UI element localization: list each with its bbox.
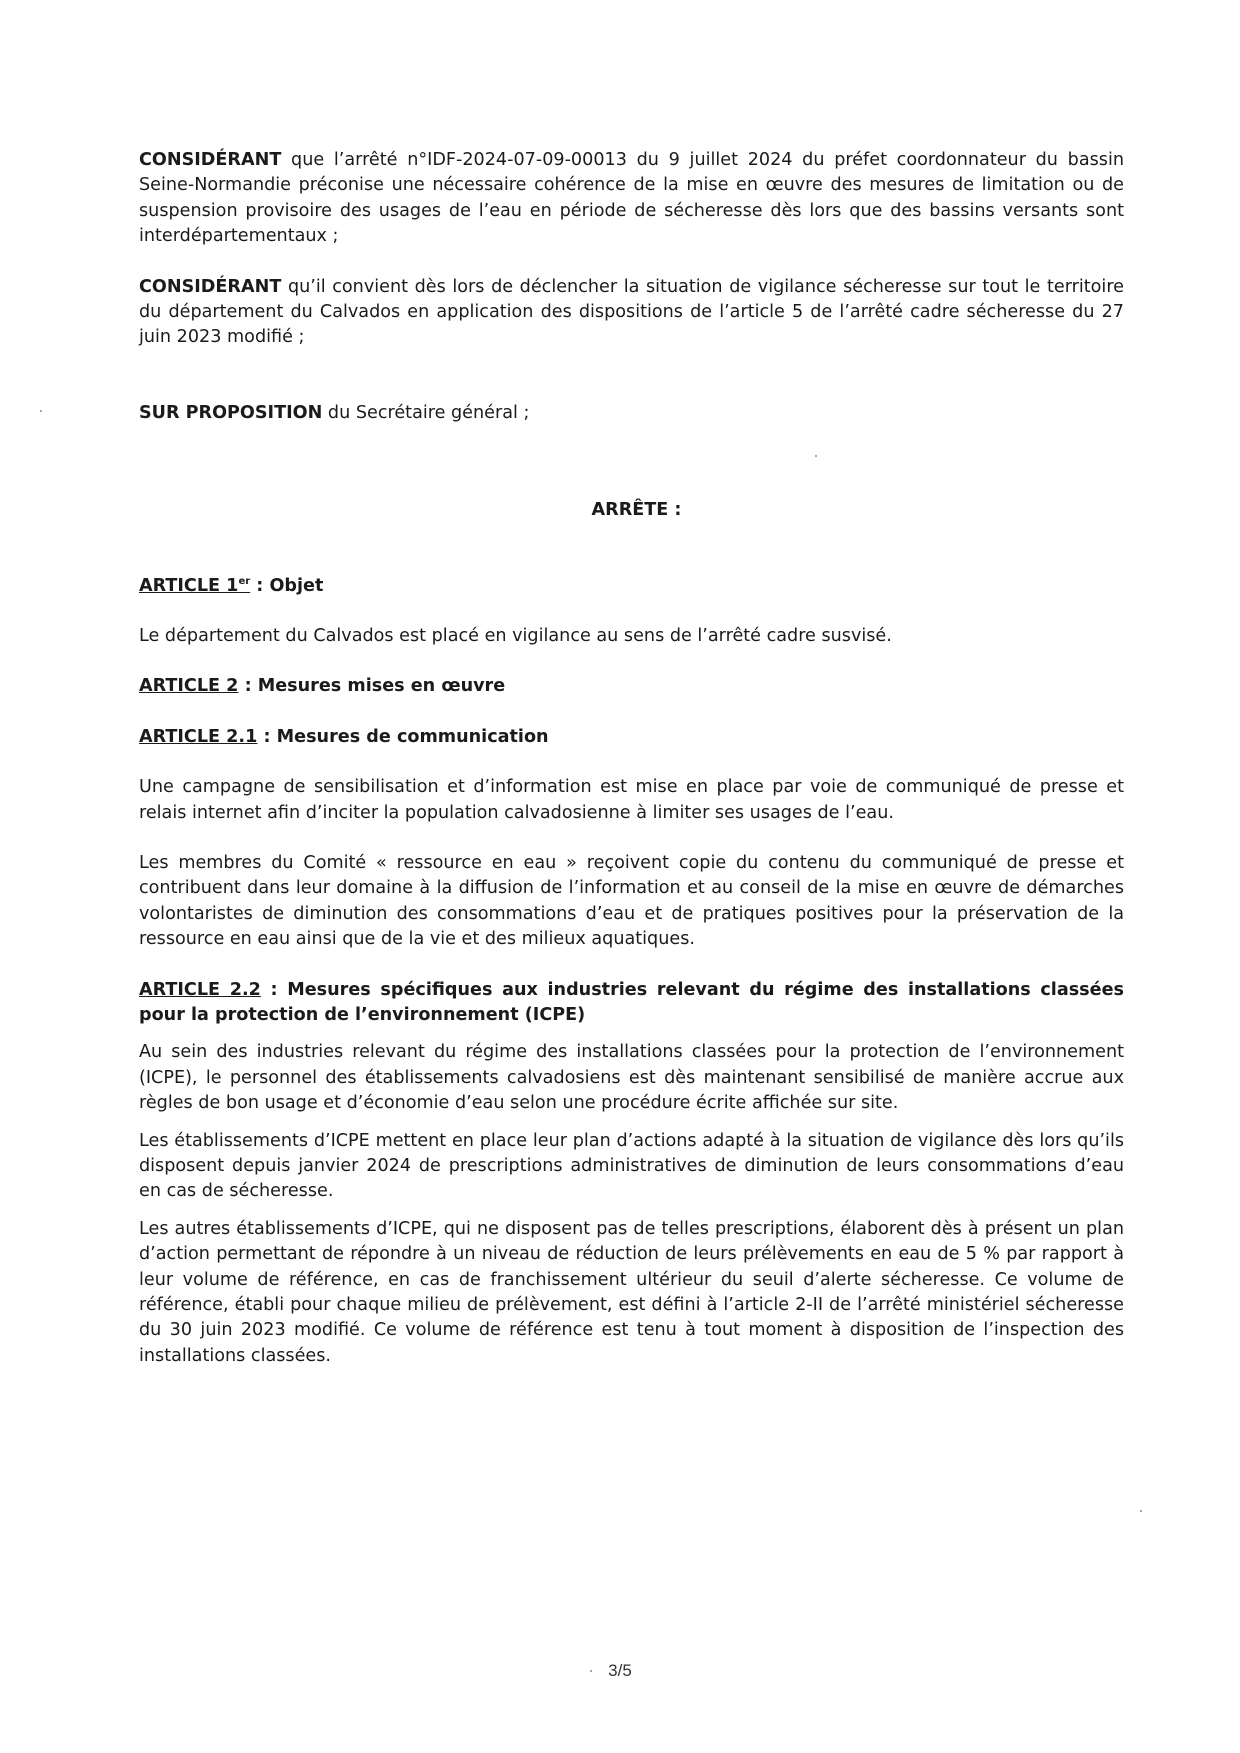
considerant-paragraph-1 (139, 148, 1124, 250)
considerant-paragraph-2 (139, 275, 1124, 351)
considerant-lead: CONSIDÉRANT (139, 276, 282, 297)
article-2-label: ARTICLE 2 (139, 676, 239, 697)
article-2-2-label: ARTICLE 2.2 (139, 979, 261, 1000)
article-2-1-heading (139, 725, 1124, 750)
article-2-1-title: : Mesures de communication (257, 726, 549, 747)
article-2-2-heading (139, 978, 1124, 1029)
article-1-body: Le département du Calvados est placé en vigilance au sens de l’arrêté cadre susvisé. (139, 625, 892, 646)
considerant-text: que l’arrêté n°IDF-2024-07-09-00013 du 9 juillet 2024 du préfet coordonnateur du bassin Seine-Normandie préconise une nécessaire cohérence de la mise en œuvre des mesures de limitation ou de suspension provisoire des usages de l’eau en période de sécheresse dès lors que des bassins versants sont interdépartementaux ; (139, 150, 1124, 247)
article-2-1-label: ARTICLE 2.1 (139, 726, 258, 747)
arrete-heading: ARRÊTE : (591, 500, 682, 521)
article-1-heading (139, 569, 1124, 599)
scan-speck (815, 455, 817, 457)
article-2-2-paragraph-2: Les établissements d’ICPE mettent en place leur plan d’actions adapté à la situation de vigilance dès lors qu’ils disposent depuis janvier 2024 de prescriptions administratives de diminution de leurs consommations d’eau en cas de sécheresse. (139, 1130, 1124, 1202)
considerant-lead: CONSIDÉRANT (139, 150, 282, 170)
article-1-label (139, 576, 250, 596)
article-2-2-paragraph-3: Les autres établissements d’ICPE, qui ne disposent pas de telles prescriptions, élaborent dès à présent un plan d’action permettant de répondre à un niveau de réduction de leurs prélèvements en eau de 5 % par rapport à leur volume de référence, en cas de franchissement ultérieur du seuil d’alerte sécheresse. Ce volume de référence, établi pour chaque milieu de prélèvement, est défini à l’article 2-II de l’arrêté ministériel sécheresse du 30 juin 2023 modifié. Ce volume de référence est tenu à tout moment à disposition de l’inspection des installations classées. (139, 1218, 1124, 1366)
proposition-text: du Secrétaire général ; (322, 402, 530, 423)
article-2-2-paragraph-1: Au sein des industries relevant du régime des installations classées pour la protection de l’environnement (ICPE), le personnel des établissements calvadosiens est dès maintenant sensibilisé de manière accrue aux règles de bon usage et d’économie d’eau selon une procédure écrite affichée sur site. (139, 1042, 1124, 1114)
scan-speck (590, 1670, 592, 1672)
proposition-lead: SUR PROPOSITION (139, 402, 323, 423)
article-1-title: : Objet (250, 575, 324, 596)
article-2-heading (139, 674, 1124, 699)
page-number: 3/5 (608, 1661, 632, 1680)
article-2-title: : Mesures mises en œuvre (238, 676, 506, 697)
article-2-1-paragraph-2: Les membres du Comité « ressource en eau » reçoivent copie du contenu du communiqué de presse et contribuent dans leur domaine à la diffusion de l’information et au conseil de la mise en œuvre de démarches volontaristes de diminution des consommations d’eau et de pratiques positives pour la préservation de la ressource en eau ainsi que de la vie et des milieux aquatiques. (139, 852, 1124, 950)
considerant-text: qu’il convient dès lors de déclencher la situation de vigilance sécheresse sur tout le territoire du département du Calvados en application des dispositions de l’article 5 de l’arrêté cadre sécheresse du 27 juin 2023 modifié ; (139, 276, 1124, 348)
article-2-2-title: : Mesures spécifiques aux industries relevant du régime des installations classées pour la protection de l’environnement (ICPE) (139, 979, 1124, 1025)
scan-speck (40, 410, 42, 412)
article-1-label-sup: er (238, 575, 251, 587)
article-1-label-main: ARTICLE 1 (139, 575, 239, 596)
proposition-paragraph (139, 401, 1124, 426)
page-content (139, 148, 1124, 1369)
article-2-1-paragraph-1: Une campagne de sensibilisation et d’information est mise en place par voie de communiqué de presse et relais internet afin d’inciter la population calvadosienne à limiter ses usages de l’eau. (139, 777, 1124, 823)
scan-speck (1140, 1510, 1142, 1512)
